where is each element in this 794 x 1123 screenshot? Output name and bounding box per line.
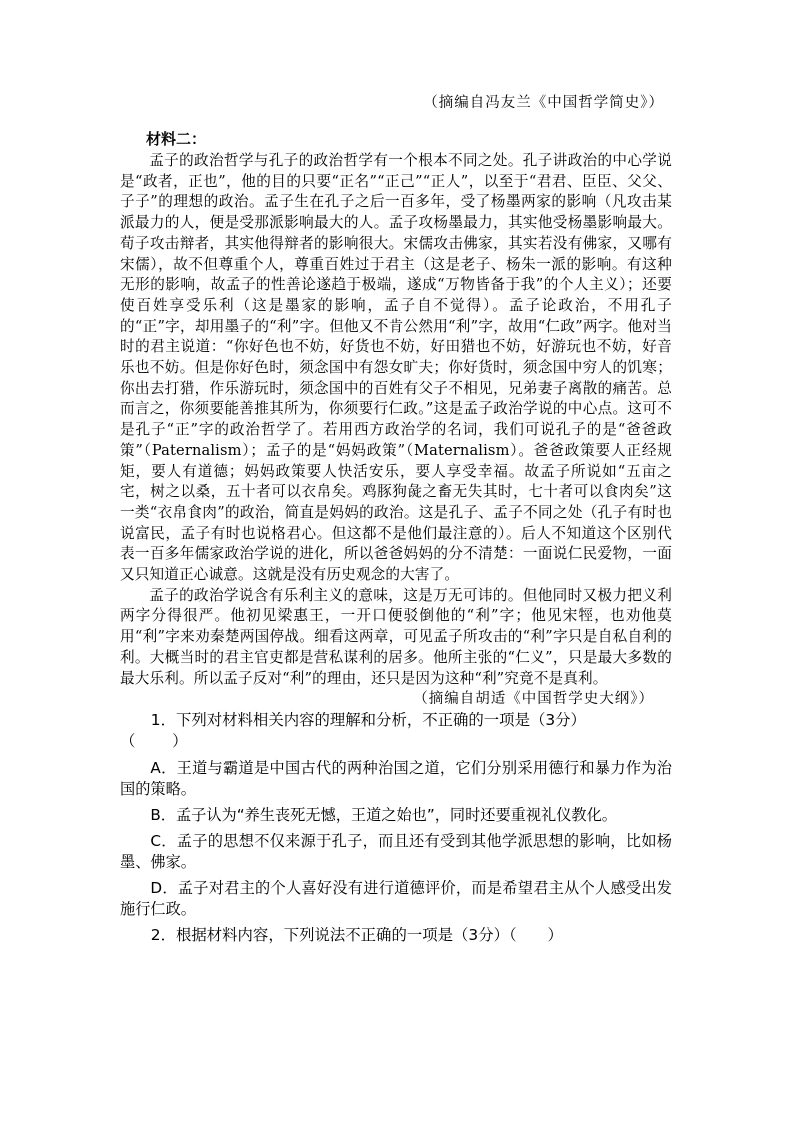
source-citation-bottom: （摘编自胡适《中国哲学史大纲》） xyxy=(413,691,654,708)
question-2-stem: 2．根据材料内容，下列说法不正确的一项是（3分）（ ） xyxy=(150,926,563,945)
document-content xyxy=(120,92,672,946)
source-citation-top: （摘编自冯友兰《中国哲学简史》） xyxy=(423,95,664,111)
question-1-option-d: D．孟子对君主的个人喜好没有进行道德评价，而是希望君主从个人感受出发施行仁政。 xyxy=(120,879,672,919)
material-heading: 材料二： xyxy=(146,130,207,148)
question-1-answer-blank: （ ） xyxy=(120,732,190,751)
question-1-stem: 1．下列对材料相关内容的理解和分析，不正确的一项是（3分） xyxy=(150,711,586,730)
question-1-option-c: C．孟子的思想不仅来源于孔子，而且还有受到其他学派思想的影响，比如杨墨、佛家。 xyxy=(120,832,672,872)
material-paragraph-2: 孟子的政治学说含有乐利主义的意味，这是万无可讳的。但他同时又极力把义利两字分得很严。他初见梁惠王，一开口便驳倒他的“利”字；他见宋牼，也劝他莫用“利”字来劝秦楚两国停战。细看这两章，可见孟子所攻击的“利”字只是自私自利的利。大概当时的君主官吏都是营私谋利的居多。他所主张的“仁义”，只是最大多数的最大乐利。所以孟子反对“利”的理由，还只是因为这种“利”究竟不是真利。 xyxy=(120,586,672,687)
question-1-option-a: A．王道与霸道是中国古代的两种治国之道，它们分别采用德行和暴力作为治国的策略。 xyxy=(120,759,672,799)
material-paragraph-1: 孟子的政治哲学与孔子的政治哲学有一个根本不同之处。孔子讲政治的中心学说是“政者，正也”，他的目的只要“正名”“正己”“正人”，以至于“君君、臣臣、父父、子子”的理想的政治。孟子生在孔子之后一百多年，受了杨墨两家的影响（凡攻击某派最力的人，便是受那派影响最大的人。孟子攻杨墨最力，其实他受杨墨影响最大。荀子攻击辩者，其实他得辩者的影响很大。宋儒攻击佛家，其实若没有佛家，又哪有宋儒），故不但尊重个人，尊重百姓过于君主（这是老子、杨朱一派的影响。有这种无形的影响，故孟子的性善论遂趋于极端，遂成“万物皆备于我”的个人主义）；还要使百姓享受乐利（这是墨家的影响，孟子自不觉得）。孟子论政治，不用孔子的“正”字，却用墨子的“利”字。但他又不肯公然用“利”字，故用“仁政”两字。他对当时的君主说道：“你好色也不妨，好货也不妨，好田猎也不妨，好游玩也不妨，好音乐也不妨。但是你好色时，须念国中有怨女旷夫；你好货时，须念国中穷人的饥寒；你出去打猎，作乐游玩时，须念国中的百姓有父子不相见，兄弟妻子离散的痛苦。总而言之，你须要能善推其所为，你须要行仁政。”这是孟子政治学说的中心点。这可不是孔子“正”字的政治哲学了。若用西方政治学的名词，我们可说孔子的是“爸爸政策”（Paternalism）；孟子的是“妈妈政策”（Maternalism）。爸爸政策要人正经规矩，要人有道德；妈妈政策要人快活安乐，要人享受幸福。故孟子所说如“五亩之宅，树之以桑，五十者可以衣帛矣。鸡豚狗彘之畜无失其时，七十者可以食肉矣”这一类“衣帛食肉”的政治，简直是妈妈的政治。这是孔子、孟子不同之处（孔子有时也说富民，孟子有时也说格君心。但这都不是他们最注意的）。后人不知道这个区别代表一百多年儒家政治学说的进化，所以爸爸妈妈的分不清楚：一面说仁民爱物，一面又只知道正心诚意。这就是没有历史观念的大害了。 xyxy=(120,152,672,584)
question-1-option-b: B．孟子认为“养生丧死无憾，王道之始也”，同时还要重视礼仪教化。 xyxy=(150,806,617,825)
